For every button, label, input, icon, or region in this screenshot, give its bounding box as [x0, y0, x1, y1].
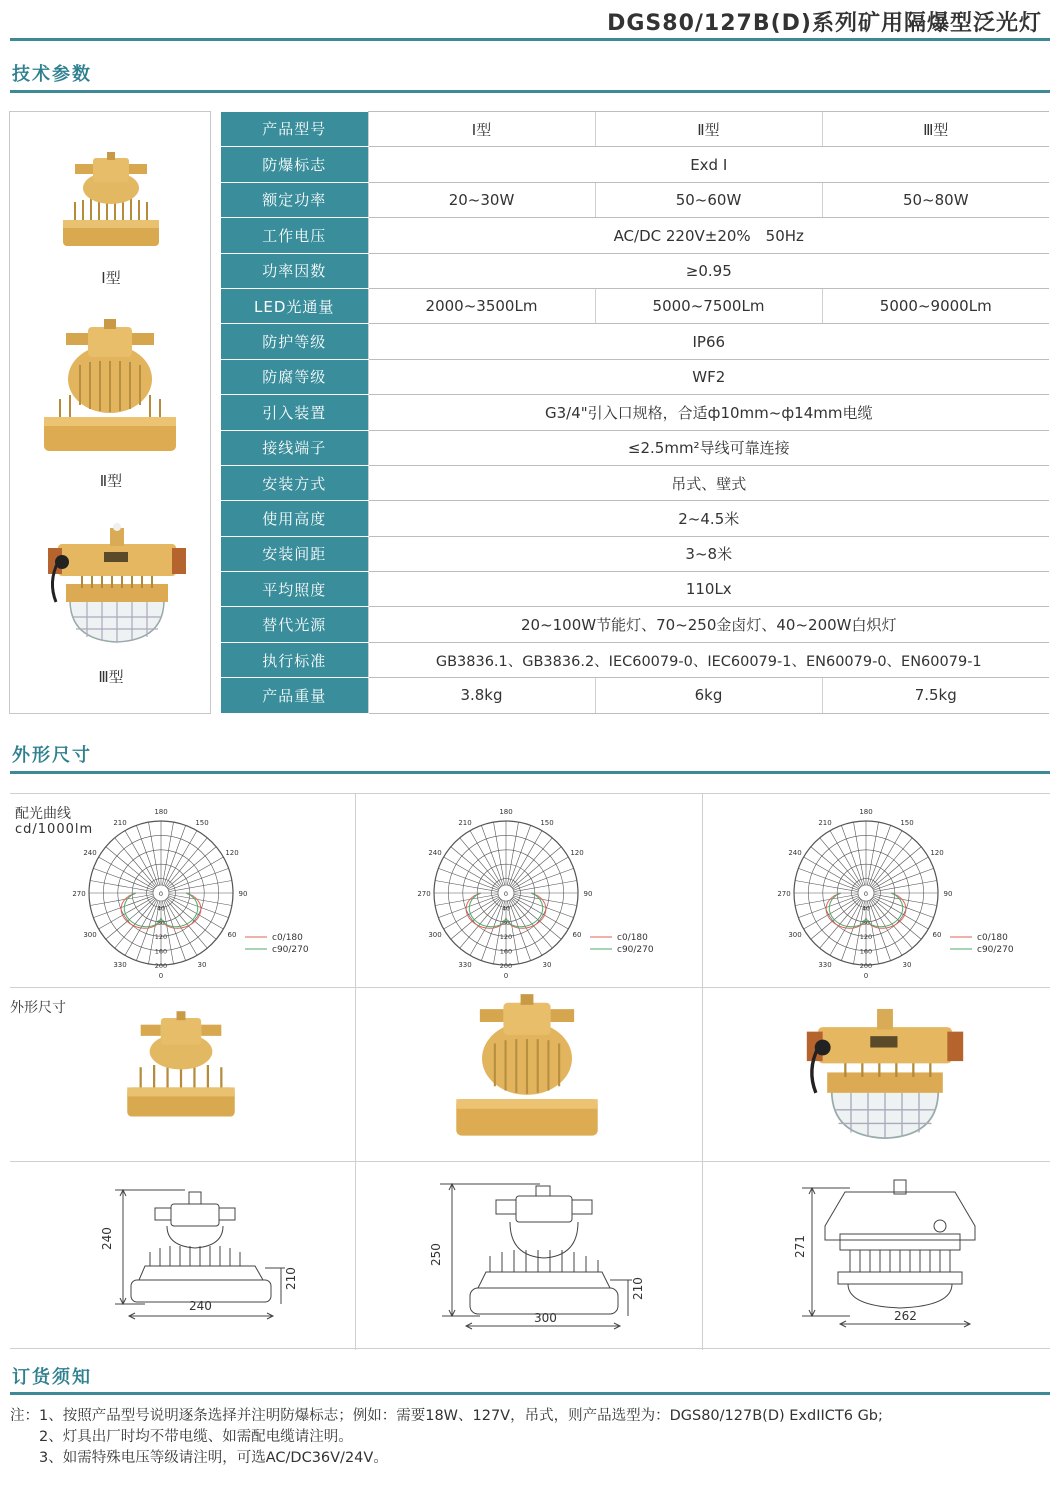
spec-value: GB3836.1、GB3836.2、IEC60079-0、IEC60079-1、EN60079-0、EN60079-1 — [368, 642, 1049, 677]
spec-param: 额定功率 — [221, 182, 368, 217]
spec-value: 20~100W节能灯、70~250金卤灯、40~200W白炽灯 — [368, 607, 1049, 642]
type2-lamp-photo — [40, 317, 180, 457]
polar-radial-label: 200 — [859, 962, 873, 970]
spec-value: 5000~9000Lm — [822, 288, 1049, 323]
dimensions-rule — [10, 771, 1050, 774]
type1-width-dim: 240 — [189, 1299, 212, 1313]
polar-chart-type3 — [777, 808, 1045, 980]
polar-angle-label: 90 — [583, 890, 593, 898]
legend-label-c90-270: c90/270 — [272, 945, 309, 955]
spec-value: ≥0.95 — [368, 253, 1049, 288]
polar-angle-label: 120 — [225, 849, 239, 857]
polar-angle-label: 150 — [540, 818, 554, 827]
type1-height-dim: 240 — [100, 1227, 114, 1250]
spec-value: ≤2.5mm²导线可靠连接 — [368, 430, 1049, 465]
polar-angle-label: 330 — [818, 961, 832, 970]
spec-value: 20~30W — [368, 182, 595, 217]
type2-drawing — [430, 1172, 645, 1342]
spec-table — [221, 111, 1049, 714]
legend-label-c90-270: c90/270 — [977, 945, 1014, 955]
spec-value: 2~4.5米 — [368, 501, 1049, 536]
spec-row — [221, 253, 1049, 288]
spec-value: 7.5kg — [822, 678, 1049, 713]
spec-row — [221, 218, 1049, 253]
polar-angle-label: 270 — [777, 890, 791, 898]
spec-param: 使用高度 — [221, 501, 368, 536]
type3-label: Ⅲ型 — [98, 668, 124, 686]
spec-value: Ⅲ型 — [822, 112, 1049, 147]
polar-angle-label: 30 — [902, 961, 912, 970]
type3-lamp-photo — [42, 522, 192, 647]
ordering-rule — [10, 1392, 1050, 1395]
spec-row — [221, 288, 1049, 323]
polar-radial-label: 120 — [859, 933, 873, 942]
polar-angle-label: 210 — [818, 818, 832, 827]
spec-row — [221, 536, 1049, 571]
type1-label: Ⅰ型 — [101, 269, 121, 287]
spec-row — [221, 147, 1049, 182]
specs-rule — [10, 90, 1050, 93]
spec-value: Ⅰ型 — [368, 112, 595, 147]
polar-radial-label: 80 — [861, 918, 871, 927]
polar-angle-label: 300 — [83, 931, 97, 939]
polar-angle-label: 60 — [572, 931, 582, 939]
outline-label: 外形尺寸 — [10, 1000, 66, 1016]
spec-value: 2000~3500Lm — [368, 288, 595, 323]
photo-column — [9, 111, 211, 714]
spec-value: 6kg — [595, 678, 822, 713]
type3-width-dim: 262 — [894, 1309, 917, 1323]
polar-angle-label: 60 — [227, 931, 237, 939]
type2-label: Ⅱ型 — [99, 472, 123, 490]
type3-outline-photo — [800, 1002, 970, 1144]
type3-height-dim: 271 — [793, 1235, 807, 1258]
spec-value: 110Lx — [368, 572, 1049, 607]
polar-radial-label: 120 — [499, 933, 513, 942]
spec-param: 防护等级 — [221, 324, 368, 359]
polar-angle-label: 240 — [428, 849, 442, 857]
polar-angle-label: 90 — [238, 890, 248, 898]
spec-param: 接线端子 — [221, 430, 368, 465]
spec-param: 引入装置 — [221, 395, 368, 430]
polar-chart-type1 — [72, 808, 340, 980]
polar-radial-label: 200 — [154, 962, 168, 970]
type2-outline-photo — [452, 992, 602, 1142]
polar-radial-label: 160 — [499, 947, 513, 956]
polar-angle-label: 180 — [499, 808, 513, 816]
spec-param: 产品型号 — [221, 112, 368, 147]
spec-param: 平均照度 — [221, 572, 368, 607]
type2-base-dim: 210 — [631, 1277, 645, 1300]
polar-angle-label: 240 — [83, 849, 97, 857]
type1-drawing — [100, 1176, 305, 1331]
polar-angle-label: 330 — [113, 961, 127, 970]
polar-angle-label: 120 — [930, 849, 944, 857]
polar-radial-label: 0 — [158, 890, 164, 898]
spec-value: 吊式、壁式 — [368, 465, 1049, 500]
polar-radial-label: 80 — [501, 918, 511, 927]
spec-row — [221, 112, 1049, 147]
type1-lamp-photo — [55, 150, 167, 250]
curve-unit: cd/1000lm — [15, 822, 94, 837]
spec-row — [221, 465, 1049, 500]
polar-radial-label: 0 — [863, 890, 869, 898]
polar-radial-label: 0 — [503, 890, 509, 898]
spec-value: WF2 — [368, 359, 1049, 394]
spec-row — [221, 395, 1049, 430]
polar-angle-label: 180 — [859, 808, 873, 816]
spec-value: Exd Ⅰ — [368, 147, 1049, 182]
polar-radial-label: 200 — [499, 962, 513, 970]
spec-param: 安装方式 — [221, 465, 368, 500]
spec-value: 50~60W — [595, 182, 822, 217]
type1-base-dim: 210 — [284, 1267, 298, 1290]
polar-angle-label: 180 — [154, 808, 168, 816]
type3-drawing — [790, 1176, 990, 1336]
spec-param: 防腐等级 — [221, 359, 368, 394]
spec-row — [221, 324, 1049, 359]
polar-radial-label: 160 — [154, 947, 168, 956]
type1-outline-photo — [118, 1009, 244, 1121]
spec-param: 工作电压 — [221, 218, 368, 253]
polar-angle-label: 30 — [542, 961, 552, 970]
spec-param: 功率因数 — [221, 253, 368, 288]
polar-angle-label: 300 — [428, 931, 442, 939]
polar-radial-label: 120 — [154, 933, 168, 942]
polar-angle-label: 0 — [158, 972, 164, 980]
spec-value: IP66 — [368, 324, 1049, 359]
polar-angle-label: 210 — [458, 818, 472, 827]
polar-angle-label: 30 — [197, 961, 207, 970]
polar-radial-label: 160 — [859, 947, 873, 956]
spec-row — [221, 182, 1049, 217]
spec-row — [221, 359, 1049, 394]
polar-angle-label: 270 — [72, 890, 86, 898]
polar-angle-label: 90 — [943, 890, 953, 898]
page-title: DGS80/127B(D)系列矿用隔爆型泛光灯 — [607, 11, 1042, 36]
spec-param: 执行标准 — [221, 642, 368, 677]
spec-value: 3~8米 — [368, 536, 1049, 571]
spec-row — [221, 572, 1049, 607]
type2-width-dim: 300 — [534, 1311, 557, 1325]
spec-value: Ⅱ型 — [595, 112, 822, 147]
polar-angle-label: 330 — [458, 961, 472, 970]
type2-height-dim: 250 — [429, 1243, 443, 1266]
polar-radial-label: 80 — [156, 918, 166, 927]
note-2: 2、灯具出厂时均不带电缆、如需配电缆请注明。 — [10, 1429, 353, 1445]
polar-radial-label: 40 — [156, 904, 166, 913]
polar-angle-label: 0 — [863, 972, 869, 980]
polar-angle-label: 270 — [417, 890, 431, 898]
spec-param: 替代光源 — [221, 607, 368, 642]
curve-label: 配光曲线 — [15, 806, 71, 822]
spec-row — [221, 607, 1049, 642]
spec-row — [221, 501, 1049, 536]
polar-radial-label: 40 — [501, 904, 511, 913]
polar-angle-label: 150 — [900, 818, 914, 827]
note-1: 注：1、按照产品型号说明逐条选择并注明防爆标志；例如：需要18W、127V，吊式，则产品选型为：DGS80/127B(D) ExdIICT6 Gb; — [10, 1408, 883, 1424]
polar-angle-label: 300 — [788, 931, 802, 939]
spec-param: 产品重量 — [221, 678, 368, 713]
spec-param: LED光通量 — [221, 288, 368, 323]
title-rule — [10, 38, 1050, 41]
legend-label-c0-180: c0/180 — [272, 933, 303, 943]
spec-param: 防爆标志 — [221, 147, 368, 182]
polar-chart-type2 — [417, 808, 685, 980]
section-title-specs: 技术参数 — [12, 64, 92, 85]
legend-label-c0-180: c0/180 — [617, 933, 648, 943]
legend-label-c0-180: c0/180 — [977, 933, 1008, 943]
section-title-dimensions: 外形尺寸 — [12, 745, 92, 766]
section-title-ordering: 订货须知 — [12, 1367, 92, 1388]
spec-row — [221, 642, 1049, 677]
spec-value: G3/4"引入口规格，合适ф10mm~ф14mm电缆 — [368, 395, 1049, 430]
note-3: 3、如需特殊电压等级请注明，可选AC/DC36V/24V。 — [10, 1450, 388, 1466]
spec-row — [221, 430, 1049, 465]
polar-angle-label: 0 — [503, 972, 509, 980]
spec-param: 安装间距 — [221, 536, 368, 571]
spec-value: 50~80W — [822, 182, 1049, 217]
polar-angle-label: 120 — [570, 849, 584, 857]
polar-angle-label: 240 — [788, 849, 802, 857]
polar-angle-label: 210 — [113, 818, 127, 827]
polar-radial-label: 40 — [861, 904, 871, 913]
spec-value: 3.8kg — [368, 678, 595, 713]
legend-label-c90-270: c90/270 — [617, 945, 654, 955]
spec-value: AC/DC 220V±20% 50Hz — [368, 218, 1049, 253]
polar-angle-label: 150 — [195, 818, 209, 827]
polar-angle-label: 60 — [932, 931, 942, 939]
spec-value: 5000~7500Lm — [595, 288, 822, 323]
order-notes — [10, 1406, 883, 1469]
dimension-grid — [10, 793, 1050, 1349]
spec-row — [221, 678, 1049, 713]
